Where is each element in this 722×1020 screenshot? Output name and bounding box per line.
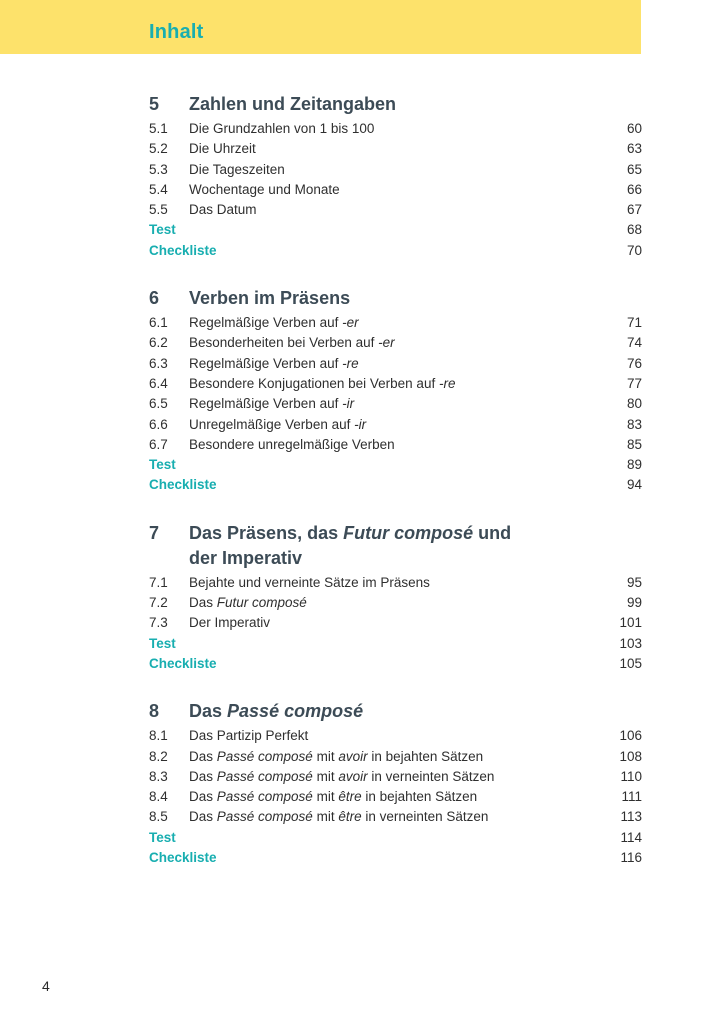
toc-entry[interactable] [149,613,642,633]
chapter-number: 5 [149,94,160,114]
entry-title: Besonderheiten bei Verben auf -er [189,335,395,351]
entry-page-number: 80 [626,396,642,412]
entry-number: 6.3 [149,355,168,371]
entry-title: Test [149,222,176,238]
entry-page-number: 116 [620,850,642,866]
toc-entry[interactable] [149,374,642,394]
entry-title: Checkliste [149,242,217,258]
entry-title: Regelmäßige Verben auf -ir [189,396,355,412]
entry-page-number: 77 [626,375,642,391]
toc-test-entry[interactable] [149,828,642,848]
entry-number: 8.3 [149,768,168,784]
entry-number: 6.1 [149,315,168,331]
toc-test-entry[interactable] [149,220,642,240]
toc-checkliste-entry[interactable] [149,475,642,495]
entry-page-number: 89 [626,457,642,473]
entry-page-number: 99 [626,595,642,611]
entry-number: 7.3 [149,615,168,631]
toc-entry[interactable] [149,180,642,200]
entry-page-number: 74 [626,335,642,351]
entry-number: 7.1 [149,574,168,590]
chapter-title: Zahlen und Zeitangaben [189,94,397,114]
chapter-section [149,699,642,868]
toc-entry[interactable] [149,139,642,159]
toc-entry[interactable] [149,807,642,827]
entry-title: Das Partizip Perfekt [189,728,309,744]
chapter-number: 7 [149,522,160,543]
entry-title: Checkliste [149,850,217,866]
entry-number: 7.2 [149,595,168,611]
chapter-section [149,521,642,674]
entry-page-number: 63 [626,141,642,157]
toc-entry[interactable] [149,787,642,807]
entry-title: Das Passé composé mit être in bejahten Sätzen [189,789,478,805]
toc-entry[interactable] [149,160,642,180]
entry-page-number: 66 [626,181,642,197]
toc-entry[interactable] [149,726,642,746]
entry-page-number: 114 [620,829,642,845]
entry-number: 8.2 [149,748,168,764]
entry-title: Checkliste [149,477,217,493]
entry-page-number: 65 [626,161,642,177]
entry-page-number: 111 [621,789,642,805]
entry-number: 5.4 [149,181,168,197]
entry-title: Das Futur composé [189,595,307,611]
header-banner [0,0,641,54]
toc-entry[interactable] [149,747,642,767]
entry-number: 8.5 [149,809,168,825]
toc-entry[interactable] [149,573,642,593]
entry-page-number: 105 [619,655,642,671]
entry-title: Die Uhrzeit [189,141,256,157]
entry-number: 8.4 [149,789,168,805]
chapter-heading[interactable] [149,286,642,311]
entry-page-number: 68 [626,222,642,238]
entry-page-number: 110 [620,768,642,784]
entry-page-number: 113 [620,809,642,825]
chapter-heading[interactable] [149,699,642,724]
entry-title: Das Passé composé mit être in verneinten Sätzen [189,809,489,825]
toc-entry[interactable] [149,313,642,333]
table-of-contents [149,92,642,893]
chapter-title: Das Passé composé [189,701,364,722]
entry-number: 6.7 [149,436,168,452]
entry-title: Die Grundzahlen von 1 bis 100 [189,121,375,136]
entry-title: Test [149,829,176,845]
toc-entry[interactable] [149,435,642,455]
entry-number: 5.1 [149,121,168,136]
entry-number: 5.3 [149,161,168,177]
chapter-section [149,92,642,261]
entry-title: Das Passé composé mit avoir in bejahten Sätzen [189,748,484,764]
entry-page-number: 95 [626,574,642,590]
entry-title: Besondere Konjugationen bei Verben auf -re [189,375,456,391]
entry-page-number: 103 [619,635,642,651]
entry-title: Das Passé composé mit avoir in verneinten Sätzen [189,768,495,784]
toc-entry[interactable] [149,119,642,139]
toc-entry[interactable] [149,767,642,787]
entry-page-number: 71 [626,315,642,331]
entry-page-number: 67 [626,202,642,218]
entry-title: Besondere unregelmäßige Verben [189,436,395,452]
entry-page-number: 106 [619,728,642,744]
toc-entry[interactable] [149,415,642,435]
entry-number: 6.5 [149,396,168,412]
page-title: Inhalt [149,21,204,43]
entry-title: Das Datum [189,202,257,218]
entry-page-number: 108 [619,748,642,764]
toc-entry[interactable] [149,593,642,613]
toc-checkliste-entry[interactable] [149,241,642,261]
toc-test-entry[interactable] [149,634,642,654]
entry-title: Test [149,457,176,473]
entry-page-number: 85 [626,436,642,452]
entry-page-number: 76 [626,355,642,371]
page-number: 4 [42,978,50,994]
chapter-heading[interactable] [149,92,642,117]
entry-title: Der Imperativ [189,615,271,631]
entry-title: Regelmäßige Verben auf -re [189,355,359,371]
entry-title: Wochentage und Monate [189,181,340,197]
entry-number: 6.4 [149,375,168,391]
entry-page-number: 60 [626,121,642,136]
entry-page-number: 70 [626,242,642,258]
toc-entry[interactable] [149,394,642,414]
toc-checkliste-entry[interactable] [149,654,642,674]
entry-number: 5.5 [149,202,168,218]
entry-title: Checkliste [149,655,217,671]
entry-page-number: 94 [626,477,642,493]
entry-number: 8.1 [149,728,168,744]
entry-title: Test [149,635,176,651]
toc-test-entry[interactable] [149,455,642,475]
toc-checkliste-entry[interactable] [149,848,642,868]
chapter-title: Das Präsens, das Futur composé und der Imperativ [189,522,512,568]
entry-title: Unregelmäßige Verben auf -ir [189,416,367,432]
entry-title: Die Tageszeiten [189,161,285,177]
entry-title: Regelmäßige Verben auf -er [189,315,359,331]
toc-entry[interactable] [149,354,642,374]
chapter-title: Verben im Präsens [189,288,351,309]
entry-page-number: 83 [626,416,642,432]
chapter-section [149,286,642,496]
entry-number: 6.2 [149,335,168,351]
entry-number: 6.6 [149,416,168,432]
entry-title: Bejahte und verneinte Sätze im Präsens [189,574,430,590]
entry-number: 5.2 [149,141,168,157]
chapter-heading[interactable] [149,521,642,571]
toc-entry[interactable] [149,333,642,353]
entry-page-number: 101 [619,615,642,631]
toc-entry[interactable] [149,200,642,220]
chapter-number: 6 [149,288,160,309]
chapter-number: 8 [149,701,160,722]
